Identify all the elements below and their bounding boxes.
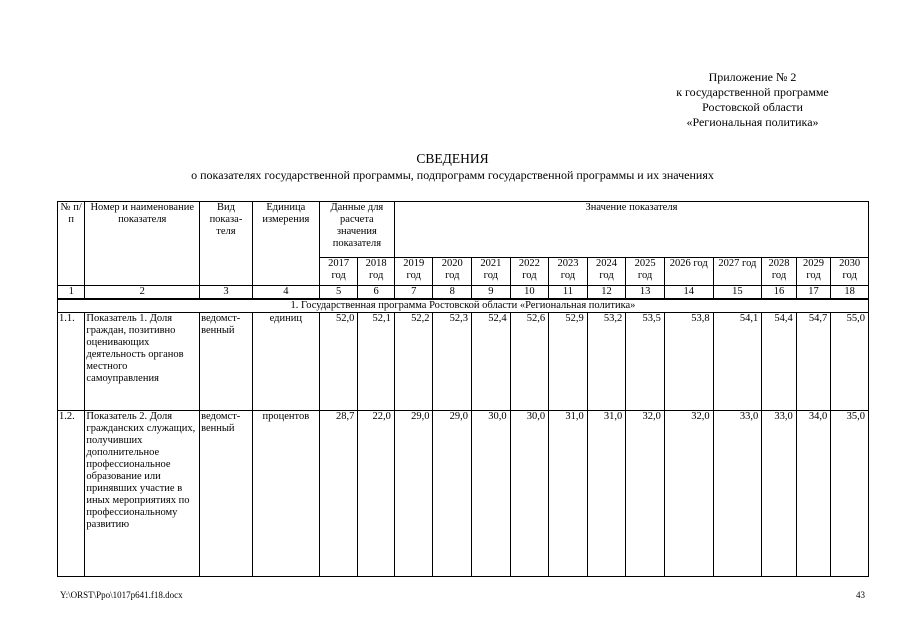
column-index: 16: [762, 286, 797, 300]
year-header: 2028 год: [762, 258, 797, 286]
table-row: [58, 411, 869, 577]
header-name: Номер и наименование показателя: [85, 202, 200, 286]
value-cell: 31,0: [587, 411, 626, 577]
indicator-type: ведомст-венный: [200, 313, 253, 411]
value-cell: 32,0: [664, 411, 713, 577]
value-cell: 31,0: [549, 411, 588, 577]
value-cell: 52,9: [549, 313, 588, 411]
value-cell: 52,2: [394, 313, 433, 411]
value-cell: 53,5: [626, 313, 665, 411]
value-cell: 54,1: [713, 313, 762, 411]
column-index: 2: [85, 286, 200, 300]
page-number: 43: [856, 590, 865, 600]
header-type: Вид показа-теля: [200, 202, 253, 286]
column-index: 7: [394, 286, 433, 300]
file-path: Y:\ORST\Ppo\1017p641.f18.docx: [60, 590, 183, 600]
indicator-unit: единиц: [252, 313, 319, 411]
value-cell: 52,0: [319, 313, 358, 411]
year-header: 2030 год: [831, 258, 869, 286]
year-header: 2018 год: [358, 258, 395, 286]
appendix-block: [600, 70, 905, 130]
value-cell: 30,0: [510, 411, 549, 577]
column-index: 13: [626, 286, 665, 300]
value-cell: 32,0: [626, 411, 665, 577]
header-indicator-values: Значение показателя: [394, 202, 868, 258]
column-index: 11: [549, 286, 588, 300]
column-index: 5: [319, 286, 358, 300]
year-header: 2022 год: [510, 258, 549, 286]
column-index: 18: [831, 286, 869, 300]
column-index: 1: [58, 286, 85, 300]
year-header: 2027 год: [713, 258, 762, 286]
appendix-line-3: Ростовской области: [702, 100, 803, 114]
value-cell: 33,0: [762, 411, 797, 577]
year-header: 2020 год: [433, 258, 472, 286]
value-cell: 55,0: [831, 313, 869, 411]
year-header: 2021 год: [472, 258, 511, 286]
year-header: 2017 год: [319, 258, 358, 286]
indicator-unit: процентов: [252, 411, 319, 577]
indicator-name: Показатель 2. Доля гражданских служащих, получивших дополнительное профессиональное образование или принявших участие в иных мероприятиях по профессиональному развитию: [85, 411, 200, 577]
indicator-type: ведомст-венный: [200, 411, 253, 577]
appendix-line-1: Приложение № 2: [708, 70, 797, 84]
value-cell: 52,3: [433, 313, 472, 411]
value-cell: 34,0: [796, 411, 831, 577]
value-cell: 30,0: [472, 411, 511, 577]
value-cell: 35,0: [831, 411, 869, 577]
value-cell: 29,0: [433, 411, 472, 577]
column-index: 15: [713, 286, 762, 300]
document-subtitle: о показателях государственной программы, подпрограмм государственной программы и их значениях: [191, 168, 714, 182]
value-cell: 52,6: [510, 313, 549, 411]
value-cell: 54,7: [796, 313, 831, 411]
header-num: № п/п: [58, 202, 85, 286]
year-header: 2029 год: [796, 258, 831, 286]
indicator-name: Показатель 1. Доля граждан, позитивно оценивающих деятельность органов местного самоуправления: [85, 313, 200, 411]
header-unit: Единица измерения: [252, 202, 319, 286]
column-index: 12: [587, 286, 626, 300]
year-header: 2026 год: [664, 258, 713, 286]
value-cell: 28,7: [319, 411, 358, 577]
value-cell: 52,4: [472, 313, 511, 411]
value-cell: 52,1: [358, 313, 395, 411]
value-cell: 53,2: [587, 313, 626, 411]
header-base-data: Данные для расчета значения показателя: [319, 202, 394, 258]
document-title: СВЕДЕНИЯ: [416, 151, 489, 166]
section-title: 1. Государственная программа Ростовской области «Региональная политика»: [58, 299, 869, 313]
column-index: 17: [796, 286, 831, 300]
appendix-line-4: «Региональная политика»: [686, 115, 819, 129]
value-cell: 29,0: [394, 411, 433, 577]
row-num: 1.1.: [58, 313, 85, 411]
column-index: 4: [252, 286, 319, 300]
year-header: 2019 год: [394, 258, 433, 286]
row-num: 1.2.: [58, 411, 85, 577]
appendix-line-2: к государственной программе: [676, 85, 829, 99]
year-header: 2023 год: [549, 258, 588, 286]
indicators-table: [57, 201, 869, 577]
column-index: 3: [200, 286, 253, 300]
column-index: 8: [433, 286, 472, 300]
year-header: 2025 год: [626, 258, 665, 286]
value-cell: 33,0: [713, 411, 762, 577]
value-cell: 22,0: [358, 411, 395, 577]
column-index: 9: [472, 286, 511, 300]
column-index: 14: [664, 286, 713, 300]
value-cell: 54,4: [762, 313, 797, 411]
column-index: 6: [358, 286, 395, 300]
column-index: 10: [510, 286, 549, 300]
value-cell: 53,8: [664, 313, 713, 411]
year-header: 2024 год: [587, 258, 626, 286]
table-row: [58, 313, 869, 411]
